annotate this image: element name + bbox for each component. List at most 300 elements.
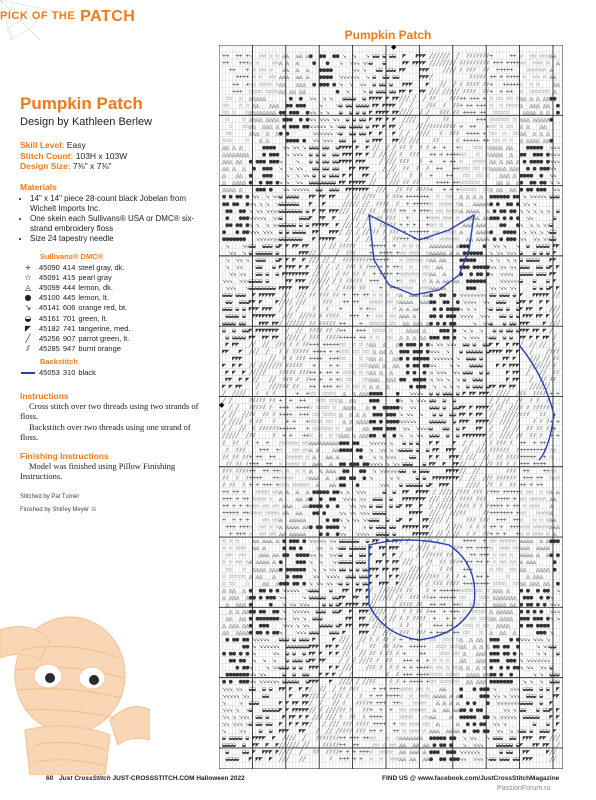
svg-text:↘: ↘ <box>479 293 483 299</box>
svg-text:◒: ◒ <box>262 243 266 249</box>
svg-text:☆: ☆ <box>238 103 243 109</box>
svg-text:+: + <box>432 595 436 601</box>
svg-text:↘: ↘ <box>556 187 560 193</box>
svg-text:☆: ☆ <box>362 384 367 390</box>
svg-text:◤: ◤ <box>372 539 376 545</box>
svg-text:☆: ☆ <box>292 461 297 467</box>
svg-text:◬: ◬ <box>555 82 560 88</box>
svg-text:↘: ↘ <box>255 236 259 242</box>
backstitch-sullivans: 45053 <box>39 368 63 378</box>
svg-text:↘: ↘ <box>352 68 356 74</box>
svg-text:◤: ◤ <box>349 159 353 165</box>
svg-text:+: + <box>419 201 423 207</box>
svg-text:↘: ↘ <box>239 265 243 271</box>
svg-text:☆: ☆ <box>542 525 547 531</box>
svg-text:●: ● <box>556 539 561 545</box>
svg-text:◒: ◒ <box>315 616 319 622</box>
svg-text:╱: ╱ <box>375 186 380 193</box>
svg-text:+: + <box>305 426 309 432</box>
svg-text:⫽: ⫽ <box>406 180 410 186</box>
svg-text:◬: ◬ <box>411 314 416 320</box>
svg-text:◬: ◬ <box>515 159 520 165</box>
svg-text:◬: ◬ <box>398 300 403 306</box>
svg-text:+: + <box>312 349 316 355</box>
svg-text:◬: ◬ <box>431 272 436 278</box>
svg-text:↘: ↘ <box>262 236 266 242</box>
svg-text:◬: ◬ <box>254 539 259 545</box>
svg-text:◒: ◒ <box>549 194 553 200</box>
svg-text:◤: ◤ <box>366 145 370 151</box>
svg-text:+: + <box>382 272 386 278</box>
svg-text:◬: ◬ <box>291 518 296 524</box>
svg-text:↘: ↘ <box>272 222 276 228</box>
svg-text:●: ● <box>532 166 537 172</box>
svg-text:↘: ↘ <box>556 616 560 622</box>
svg-text:●: ● <box>235 194 240 200</box>
svg-text:+: + <box>482 546 486 552</box>
svg-text:◤: ◤ <box>342 152 346 158</box>
svg-text:◬: ◬ <box>221 166 226 172</box>
svg-text:◒: ◒ <box>539 265 543 271</box>
svg-text:+: + <box>479 553 483 559</box>
svg-text:☆: ☆ <box>292 454 297 460</box>
svg-text:◒: ◒ <box>279 215 283 221</box>
svg-text:☆: ☆ <box>542 68 547 74</box>
svg-text:↘: ↘ <box>439 342 443 348</box>
svg-text:◤: ◤ <box>319 208 323 214</box>
svg-text:⫽: ⫽ <box>412 595 416 601</box>
svg-text:⫽: ⫽ <box>399 159 403 165</box>
svg-text:◒: ◒ <box>222 307 226 313</box>
svg-text:●: ● <box>285 138 290 144</box>
svg-text:☆: ☆ <box>235 560 240 566</box>
svg-text:╱: ╱ <box>372 172 377 179</box>
svg-text:↘: ↘ <box>312 539 316 545</box>
svg-text:↘: ↘ <box>302 595 306 601</box>
svg-text:◒: ◒ <box>292 229 296 235</box>
svg-text:↘: ↘ <box>335 560 339 566</box>
svg-text:+: + <box>379 265 383 271</box>
svg-text:+: + <box>479 574 483 580</box>
svg-text:╱: ╱ <box>425 538 430 545</box>
svg-text:◬: ◬ <box>512 595 517 601</box>
svg-text:☆: ☆ <box>289 440 294 446</box>
svg-text:+: + <box>285 426 289 432</box>
svg-text:☆: ☆ <box>259 532 264 538</box>
svg-text:↘: ↘ <box>249 208 253 214</box>
svg-text:↘: ↘ <box>292 602 296 608</box>
svg-text:+: + <box>492 525 496 531</box>
svg-text:◒: ◒ <box>522 265 526 271</box>
svg-text:◤: ◤ <box>366 609 370 615</box>
svg-text:◒: ◒ <box>412 468 416 474</box>
svg-text:⫽: ⫽ <box>532 419 536 425</box>
svg-text:●: ● <box>506 194 511 200</box>
svg-text:+: + <box>529 447 533 453</box>
svg-text:◬: ◬ <box>228 623 233 629</box>
svg-text:◬: ◬ <box>498 159 503 165</box>
svg-text:●: ● <box>312 489 317 495</box>
svg-text:↘: ↘ <box>522 201 526 207</box>
svg-text:◬: ◬ <box>508 616 513 622</box>
svg-text:◬: ◬ <box>415 293 420 299</box>
backstitch-line-icon <box>21 372 35 374</box>
svg-text:+: + <box>369 257 373 263</box>
svg-text:↘: ↘ <box>259 208 263 214</box>
svg-text:╱: ╱ <box>479 446 484 453</box>
svg-text:●: ● <box>432 314 437 320</box>
svg-text:↘: ↘ <box>489 265 493 271</box>
svg-text:╱: ╱ <box>222 397 227 404</box>
svg-text:⫽: ⫽ <box>469 525 473 531</box>
svg-text:↘: ↘ <box>249 222 253 228</box>
svg-text:+: + <box>345 300 349 306</box>
svg-text:╱: ╱ <box>415 552 420 559</box>
svg-text:◒: ◒ <box>282 236 286 242</box>
svg-text:◬: ◬ <box>264 553 269 559</box>
svg-text:☆: ☆ <box>462 588 467 594</box>
svg-text:◒: ◒ <box>279 236 283 242</box>
svg-text:☆: ☆ <box>295 468 300 474</box>
svg-text:+: + <box>249 454 253 460</box>
svg-text:+: + <box>329 363 333 369</box>
svg-text:↘: ↘ <box>536 194 540 200</box>
svg-text:+: + <box>549 433 553 439</box>
svg-text:╱: ╱ <box>492 411 497 418</box>
svg-text:↘: ↘ <box>225 286 229 292</box>
svg-text:◬: ◬ <box>518 117 523 123</box>
svg-text:◒: ◒ <box>466 342 470 348</box>
svg-text:◤: ◤ <box>249 328 253 334</box>
svg-text:☆: ☆ <box>302 447 307 453</box>
svg-text:◒: ◒ <box>392 532 396 538</box>
svg-text:◤: ◤ <box>406 525 410 531</box>
svg-text:◒: ◒ <box>486 370 490 376</box>
svg-text:◤: ◤ <box>339 609 343 615</box>
project-info <box>20 94 210 513</box>
svg-text:●: ● <box>526 616 531 622</box>
svg-text:╱: ╱ <box>315 256 320 263</box>
svg-text:↘: ↘ <box>482 300 486 306</box>
svg-text:⫽: ⫽ <box>432 553 436 559</box>
svg-text:◬: ◬ <box>548 525 553 531</box>
svg-text:◤: ◤ <box>262 328 266 334</box>
svg-text:☆: ☆ <box>342 370 347 376</box>
svg-text:◒: ◒ <box>269 286 273 292</box>
svg-text:◤: ◤ <box>422 525 426 531</box>
svg-text:☆: ☆ <box>482 602 487 608</box>
svg-text:●: ● <box>419 356 424 362</box>
svg-text:╱: ╱ <box>552 320 557 327</box>
svg-text:╱: ╱ <box>509 411 514 418</box>
svg-text:◒: ◒ <box>349 567 353 573</box>
svg-text:╱: ╱ <box>378 608 383 615</box>
svg-text:↘: ↘ <box>272 208 276 214</box>
svg-text:◤: ◤ <box>379 117 383 123</box>
svg-text:◤: ◤ <box>443 461 447 467</box>
svg-text:☆: ☆ <box>235 574 240 580</box>
svg-text:☆: ☆ <box>315 419 320 425</box>
svg-text:●: ● <box>295 124 300 130</box>
svg-text:☆: ☆ <box>476 145 481 151</box>
svg-text:╱: ╱ <box>325 278 330 285</box>
svg-text:☆: ☆ <box>552 475 557 481</box>
svg-text:╱: ╱ <box>405 95 410 102</box>
svg-text:◤: ◤ <box>453 440 457 446</box>
svg-text:⫽: ⫽ <box>345 279 349 285</box>
svg-text:+: + <box>476 103 480 109</box>
svg-text:◬: ◬ <box>542 103 547 109</box>
svg-text:╱: ╱ <box>429 495 434 502</box>
svg-text:◤: ◤ <box>463 391 467 397</box>
svg-text:↘: ↘ <box>329 539 333 545</box>
svg-text:☆: ☆ <box>532 532 537 538</box>
svg-text:☆: ☆ <box>536 61 541 67</box>
svg-text:╱: ╱ <box>409 109 414 116</box>
svg-text:☆: ☆ <box>419 286 424 292</box>
svg-text:◤: ◤ <box>292 265 296 271</box>
svg-text:◤: ◤ <box>386 581 390 587</box>
svg-text:⫽: ⫽ <box>265 391 269 397</box>
svg-text:⫽: ⫽ <box>479 518 483 524</box>
svg-text:↘: ↘ <box>399 419 403 425</box>
legend-row <box>20 334 134 344</box>
svg-text:◒: ◒ <box>416 447 420 453</box>
svg-text:◒: ◒ <box>529 272 533 278</box>
svg-text:◤: ◤ <box>382 567 386 573</box>
svg-text:+: + <box>342 328 346 334</box>
svg-text:╱: ╱ <box>345 235 350 242</box>
svg-text:☆: ☆ <box>529 489 534 495</box>
svg-text:◒: ◒ <box>512 321 516 327</box>
svg-text:●: ● <box>319 504 324 510</box>
svg-text:☆: ☆ <box>342 349 347 355</box>
svg-text:⫽: ⫽ <box>429 539 433 545</box>
svg-text:⫽: ⫽ <box>325 307 329 313</box>
svg-text:╱: ╱ <box>238 425 243 432</box>
svg-text:◬: ◬ <box>528 103 533 109</box>
svg-text:●: ● <box>345 468 350 474</box>
svg-text:↘: ↘ <box>553 159 557 165</box>
svg-text:☆: ☆ <box>536 525 541 531</box>
svg-text:◬: ◬ <box>468 208 473 214</box>
svg-text:╱: ╱ <box>255 383 260 390</box>
svg-text:╱: ╱ <box>382 165 387 172</box>
svg-text:+: + <box>269 461 273 467</box>
svg-text:⫽: ⫽ <box>442 560 446 566</box>
svg-text:↘: ↘ <box>416 433 420 439</box>
svg-text:◬: ◬ <box>428 286 433 292</box>
svg-text:◤: ◤ <box>419 504 423 510</box>
svg-text:☆: ☆ <box>285 475 290 481</box>
svg-text:☆: ☆ <box>486 145 491 151</box>
svg-text:↘: ↘ <box>469 328 473 334</box>
svg-text:◒: ◒ <box>312 595 316 601</box>
svg-text:◤: ◤ <box>513 342 517 348</box>
svg-text:●: ● <box>229 236 234 242</box>
svg-text:↘: ↘ <box>529 222 533 228</box>
legend-row <box>20 344 134 354</box>
svg-text:↘: ↘ <box>295 623 299 629</box>
svg-text:◬: ◬ <box>268 539 273 545</box>
svg-text:+: + <box>533 461 537 467</box>
svg-text:☆: ☆ <box>442 236 447 242</box>
svg-text:+: + <box>252 461 256 467</box>
svg-text:+: + <box>452 166 456 172</box>
svg-text:+: + <box>482 96 486 102</box>
svg-text:●: ● <box>422 363 427 369</box>
instructions-paragraph: Cross stitch over two threads using two strands of floss. <box>20 401 210 422</box>
svg-text:⫽: ⫽ <box>439 110 443 116</box>
svg-text:●: ● <box>279 581 284 587</box>
svg-text:●: ● <box>372 433 377 439</box>
svg-text:☆: ☆ <box>225 117 230 123</box>
svg-text:⫽: ⫽ <box>282 377 286 383</box>
svg-text:☆: ☆ <box>319 398 324 404</box>
legend-sullivans: 45256 <box>39 334 63 344</box>
svg-text:◬: ◬ <box>535 567 540 573</box>
svg-text:◤: ◤ <box>349 173 353 179</box>
svg-text:☆: ☆ <box>252 68 257 74</box>
svg-text:◤: ◤ <box>302 250 306 256</box>
svg-text:◤: ◤ <box>382 581 386 587</box>
svg-text:◬: ◬ <box>231 145 236 151</box>
svg-text:◬: ◬ <box>538 131 543 137</box>
svg-text:●: ● <box>516 222 521 228</box>
svg-text:↘: ↘ <box>265 194 269 200</box>
svg-text:◬: ◬ <box>281 532 286 538</box>
svg-text:◤: ◤ <box>392 96 396 102</box>
svg-text:◬: ◬ <box>555 61 560 67</box>
svg-text:◬: ◬ <box>348 419 353 425</box>
svg-text:╱: ╱ <box>392 608 397 615</box>
svg-text:⫽: ⫽ <box>406 588 410 594</box>
svg-text:●: ● <box>359 454 364 460</box>
svg-text:◒: ◒ <box>372 54 376 60</box>
svg-text:◤: ◤ <box>436 447 440 453</box>
svg-text:◒: ◒ <box>519 279 523 285</box>
svg-text:⫽: ⫽ <box>322 293 326 299</box>
svg-text:◤: ◤ <box>276 328 280 334</box>
svg-text:☆: ☆ <box>409 257 414 263</box>
svg-text:+: + <box>496 496 500 502</box>
svg-text:◤: ◤ <box>503 356 507 362</box>
svg-text:⫽: ⫽ <box>479 54 483 60</box>
legend-heading: Sullivans® DMC® <box>40 252 210 261</box>
svg-text:↘: ↘ <box>476 293 480 299</box>
svg-text:◬: ◬ <box>261 110 266 116</box>
svg-text:◤: ◤ <box>493 384 497 390</box>
svg-text:◒: ◒ <box>479 349 483 355</box>
svg-text:+: + <box>369 279 373 285</box>
svg-text:◤: ◤ <box>222 384 226 390</box>
svg-text:◤: ◤ <box>529 314 533 320</box>
svg-text:☆: ☆ <box>325 426 330 432</box>
svg-text:◒: ◒ <box>359 553 363 559</box>
svg-text:◒: ◒ <box>355 560 359 566</box>
svg-text:●: ● <box>265 616 270 622</box>
svg-text:◒: ◒ <box>239 293 243 299</box>
svg-text:↘: ↘ <box>275 215 279 221</box>
svg-text:●: ● <box>349 447 354 453</box>
instructions-heading: Instructions <box>20 391 210 401</box>
svg-text:⫽: ⫽ <box>536 398 540 404</box>
svg-text:☆: ☆ <box>489 539 494 545</box>
svg-text:+: + <box>512 496 516 502</box>
svg-text:◒: ◒ <box>385 518 389 524</box>
svg-text:↘: ↘ <box>349 82 353 88</box>
svg-text:●: ● <box>429 300 434 306</box>
svg-text:◤: ◤ <box>225 342 229 348</box>
svg-text:◒: ◒ <box>375 532 379 538</box>
svg-text:☆: ☆ <box>255 89 260 95</box>
svg-text:◤: ◤ <box>309 194 313 200</box>
svg-text:+: + <box>499 496 503 502</box>
svg-text:◒: ◒ <box>352 124 356 130</box>
svg-text:↘: ↘ <box>325 110 329 116</box>
svg-text:◬: ◬ <box>244 609 249 615</box>
svg-text:☆: ☆ <box>405 272 410 278</box>
svg-text:⫽: ⫽ <box>309 314 313 320</box>
svg-text:⫽: ⫽ <box>279 370 283 376</box>
svg-text:☆: ☆ <box>472 187 477 193</box>
svg-text:◬: ◬ <box>518 103 523 109</box>
svg-text:+: + <box>479 103 483 109</box>
svg-text:+: + <box>339 307 343 313</box>
svg-text:+: + <box>392 286 396 292</box>
svg-text:◒: ◒ <box>549 229 553 235</box>
svg-text:●: ● <box>375 426 380 432</box>
svg-text:+: + <box>305 433 309 439</box>
svg-text:●: ● <box>275 159 280 165</box>
svg-text:◤: ◤ <box>252 300 256 306</box>
svg-text:☆: ☆ <box>228 553 233 559</box>
svg-text:●: ● <box>502 229 507 235</box>
svg-text:⫽: ⫽ <box>432 96 436 102</box>
svg-text:╱: ╱ <box>532 383 537 390</box>
svg-text:☆: ☆ <box>228 581 233 587</box>
svg-text:☆: ☆ <box>529 496 534 502</box>
svg-text:●: ● <box>536 602 541 608</box>
svg-text:⫽: ⫽ <box>472 518 476 524</box>
svg-text:╱: ╱ <box>535 383 540 390</box>
svg-text:+: + <box>416 229 420 235</box>
svg-text:☆: ☆ <box>522 525 527 531</box>
svg-text:◬: ◬ <box>542 546 547 552</box>
svg-text:+: + <box>265 440 269 446</box>
svg-text:☆: ☆ <box>519 54 524 60</box>
svg-text:↘: ↘ <box>322 567 326 573</box>
svg-text:◬: ◬ <box>358 433 363 439</box>
svg-text:●: ● <box>392 412 397 418</box>
svg-text:●: ● <box>549 117 554 123</box>
svg-text:⫽: ⫽ <box>319 314 323 320</box>
svg-text:◤: ◤ <box>419 89 423 95</box>
svg-text:●: ● <box>265 166 270 172</box>
svg-text:◤: ◤ <box>379 546 383 552</box>
svg-text:+: + <box>526 454 530 460</box>
svg-text:⫽: ⫽ <box>553 342 557 348</box>
svg-text:☆: ☆ <box>532 75 537 81</box>
svg-text:+: + <box>439 166 443 172</box>
svg-text:☆: ☆ <box>502 117 507 123</box>
svg-text:⫽: ⫽ <box>456 110 460 116</box>
svg-text:↘: ↘ <box>242 250 246 256</box>
svg-text:╱: ╱ <box>505 411 510 418</box>
svg-text:↘: ↘ <box>335 117 339 123</box>
svg-text:◒: ◒ <box>315 187 319 193</box>
svg-text:⫽: ⫽ <box>249 398 253 404</box>
